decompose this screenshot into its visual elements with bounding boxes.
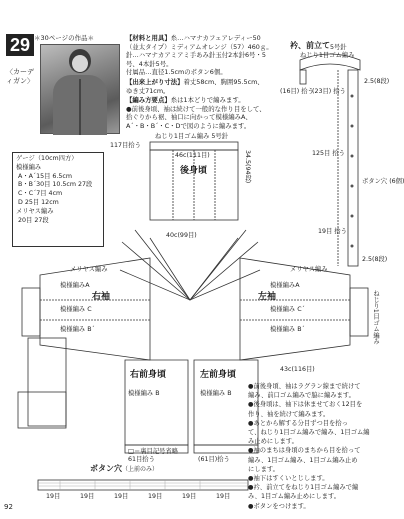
- back-width2: 40c(99目): [166, 232, 197, 239]
- ls-mer: メリヤス編み: [290, 266, 328, 273]
- page-reference: ＊30ページの作品＊: [34, 34, 95, 42]
- inset-label: 2.5(8段): [364, 78, 390, 85]
- rs-mer: メリヤス編み: [70, 266, 108, 273]
- symbol-legend: □＝裏目記号省略: [128, 448, 179, 455]
- ls-mod-a: 模様編みA: [270, 282, 300, 289]
- inset-label: 19目 拾う: [318, 228, 347, 235]
- lf-mod: 模様編み B: [200, 390, 232, 397]
- inset-label: 2.5(8段): [362, 256, 388, 263]
- gauge-box: ゲージ（10cm四方） 模様編み A・A´15目 6.5cm B・B´30目 10.5cm 27段 C・C´7目 4cm D 25目 12cm メリヤス編み 20目 27段: [12, 152, 104, 247]
- right-front-title: 右前身頃: [130, 370, 167, 380]
- bh-count: 19目: [114, 493, 129, 500]
- back-width: 46c(111目): [175, 152, 210, 159]
- ls-cuff-rib: ねじり1目ゴム編み: [372, 290, 379, 345]
- materials-text: 【材料と用具】糸…ハマナカフェアレディー50 （並太タイプ）ミディアムオレンジ（57）460ｇ。 針…ハマナカアミアミ手あみ針玉付2本針6号・5 号、4本針5号。 付属品…直径1.5cmのボタン6個。 【出来上がり寸法】着丈58cm、胸囲95.5cm、 ゆき丈71cm。 【編み方要点】糸は1本どりで編みます。 ●前後身頃、袖は続けて一般的な作り目をして、 拾ぐりから裾、袖口に向かって模様編みA、 A´・B・B´・C・Dで図のように編みます。: [126, 34, 273, 130]
- buttonhole-subtitle: （上前のみ）: [122, 466, 159, 473]
- pattern-number-badge: 29: [6, 34, 34, 56]
- inset-label: (16目) 拾う: [280, 88, 314, 95]
- back-length: 34.5(94段): [244, 150, 251, 184]
- rs-mod-c: 模様編み C: [60, 306, 92, 313]
- lf-pick: (61目)拾う: [198, 456, 230, 463]
- bh-count: 19目: [46, 493, 61, 500]
- page-number: 92: [4, 503, 13, 511]
- back-title: 後身頃: [180, 166, 208, 176]
- bh-count: 19目: [182, 493, 197, 500]
- collar-needle: 5号針: [330, 44, 347, 51]
- bh-count: 19目: [80, 493, 95, 500]
- back-rib: ねじり1目ゴム編み 5号針: [155, 133, 228, 140]
- ls-mod-b2: 模様編み B´: [270, 326, 305, 333]
- instructions-notes: ●前後身頃、袖はラグラン線まで続けて 編み、前口ゴム編みで脇に編みます。 ●後身頃は、袖下は休ませておく12目を 作り、袖を続けて編みます。 ●あとから解する分目ずつ目を拾っ て、ねじり1目ゴム編みで編み、1目ゴム編 み止めにします。 ●袖のまちは身頃のまちから目を拾って 編み、1目ゴム編み、1目ゴム編み止め にします。 ●袖下はすくいとじします。 ●衿、前立てをねじり1目ゴム編みで編 み、1目ゴム編み止めにします。 ●ボタンをつけます。: [248, 383, 370, 510]
- rf-pick: 61目拾う: [128, 456, 155, 463]
- rs-mod-b2: 模様編み B´: [60, 326, 95, 333]
- inset-label: (23目) 拾う: [312, 88, 346, 95]
- collar-placket-title: 衿、前立て: [290, 41, 330, 50]
- buttonhole-title: ボタン穴: [90, 464, 122, 473]
- rs-mod-a: 模様編みA: [60, 282, 90, 289]
- bh-count: 19目: [216, 493, 231, 500]
- inset-label: ボタン穴 (6個): [362, 178, 404, 185]
- rf-mod: 模様編み B: [128, 390, 160, 397]
- back-pick: 117目拾う: [110, 142, 141, 149]
- left-front-title: 左前身頃: [200, 370, 237, 380]
- inset-label: 125目 拾う: [312, 150, 345, 157]
- ls-width: 43c(116目): [280, 366, 315, 373]
- ls-mod-c: 模様編み C´: [270, 306, 305, 313]
- collar-rib-label: ねじり1目ゴム編み: [300, 52, 355, 59]
- left-sleeve-title: 左袖: [258, 292, 277, 302]
- photo-caption: 〈カーディガン〉: [6, 68, 34, 85]
- bh-count: 19目: [148, 493, 163, 500]
- right-sleeve-title: 右袖: [92, 292, 111, 302]
